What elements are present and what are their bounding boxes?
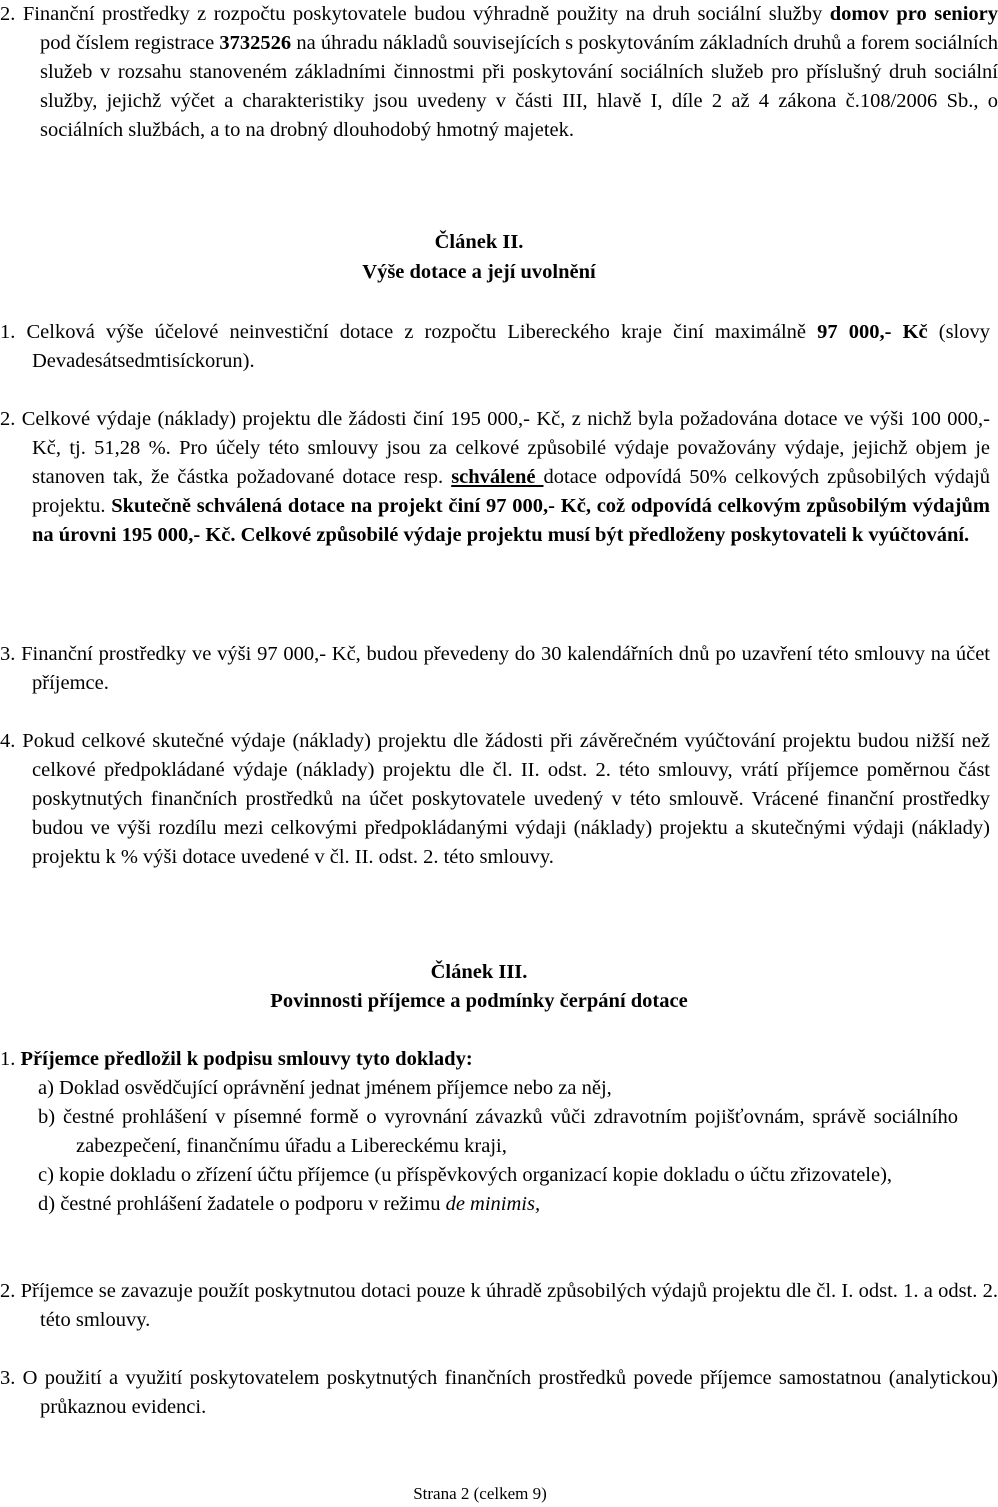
- underlined-text: schválené: [451, 466, 544, 488]
- italic-text: de minimis,: [445, 1193, 541, 1215]
- article-2-paragraph-1: [0, 318, 990, 376]
- text: 2. Celkové výdaje (náklady) projektu dle žádosti činí 195 000,- Kč, z nichž byla požadována dotace ve výši 100 000,- Kč, tj. 51,28 %. Pro účely této smlouvy jsou za celkové způsobilé výdaje považovány výdaje, jejichž objem je stanoven tak, že částka požadované dotace resp.: [0, 408, 990, 488]
- list-item: a) Doklad osvědčující oprávnění jednat jménem příjemce nebo za něj,: [38, 1077, 612, 1099]
- bold-text: 3732526: [219, 32, 292, 54]
- document-list: [38, 1074, 958, 1219]
- article-2-paragraph-2: [0, 405, 990, 550]
- article-3-paragraph-1-lead: [0, 1045, 958, 1074]
- text: dotace odpovídá 50% celkových způsobilých výdajů projektu.: [32, 466, 991, 517]
- bold-text: Příjemce předložil k podpisu smlouvy tyto doklady:: [20, 1048, 473, 1070]
- paragraph-1-2: [0, 0, 998, 145]
- list-item: [38, 1190, 958, 1219]
- text: d) čestné prohlášení žadatele o podporu v režimu: [38, 1193, 446, 1215]
- bold-text: Skutečně schválená dotace na projekt činí 97 000,- Kč, což odpovídá celkovým způsobilým výdajům na úrovni 195 000,- Kč. Celkové způsobilé výdaje projektu musí být předloženy poskytovateli k vyúčtování.: [32, 495, 990, 546]
- article-3-paragraph-3: 3. O použití a využití poskytovatelem poskytnutých finančních prostředků povede příjemce samostatnou (analytickou) průkaznou evidenci.: [0, 1367, 998, 1418]
- article-2-subtitle: Výše dotace a její uvolnění: [362, 261, 596, 283]
- article-2-paragraph-4: 4. Pokud celkové skutečné výdaje (náklady) projektu dle žádosti při závěrečném vyúčtování projektu budou nižší než celkové předpokládané výdaje (náklady) projektu dle čl. II. odst. 2. této smlouvy, vrátí příjemce poměrnou část poskytnutých finančních prostředků na účet poskytovatele uvedený v této smlouvě. Vrácené finanční prostředky budou ve výši rozdílu mezi celkovými předpokládanými výdaji (náklady) projektu a skutečnými výdaji (náklady) projektu k % výši dotace uvedené v čl. II. odst. 2. této smlouvy.: [0, 730, 990, 868]
- text: pod číslem registrace: [40, 32, 220, 54]
- text: 1.: [0, 1048, 21, 1070]
- text: 2. Finanční prostředky z rozpočtu poskytovatele budou výhradně použity na druh sociální služby: [0, 3, 830, 25]
- text: (slovy Devadesátsedmtisíckorun).: [32, 321, 991, 372]
- list-item: b) čestné prohlášení v písemné formě o vyrovnání závazků vůči zdravotním pojišťovnám, správě sociálního zabezpečení, finančnímu úřadu a Libereckému kraji,: [38, 1106, 958, 1157]
- article-3-paragraph-2: 2. Příjemce se zavazuje použít poskytnutou dotaci pouze k úhradě způsobilých výdajů projektu dle čl. I. odst. 1. a odst. 2. této smlouvy.: [0, 1280, 998, 1331]
- article-3-subtitle: Povinnosti příjemce a podmínky čerpání dotace: [270, 990, 688, 1012]
- article-2-paragraph-3: 3. Finanční prostředky ve výši 97 000,- Kč, budou převedeny do 30 kalendářních dnů po uzavření této smlouvy na účet příjemce.: [0, 643, 990, 694]
- bold-text: 97 000,- Kč: [817, 321, 928, 343]
- article-2-title: Článek II.: [434, 231, 524, 253]
- list-item: c) kopie dokladu o zřízení účtu příjemce (u příspěvkových organizací kopie dokladu o účtu zřizovatele),: [38, 1164, 893, 1186]
- bold-text: domov pro seniory: [829, 3, 998, 25]
- page-footer: Strana 2 (celkem 9): [413, 1484, 547, 1503]
- article-3-title: Článek III.: [430, 961, 528, 983]
- text: 1. Celková výše účelové neinvestiční dotace z rozpočtu Libereckého kraje činí maximálně: [0, 321, 818, 343]
- text: na úhradu nákladů souvisejících s poskytováním základních druhů a forem sociálních služeb v rozsahu stanoveném základními činnostmi při poskytování sociálních služeb pro příslušný druh sociální služby, jejichž výčet a charakteristiky jsou uvedeny v části III, hlavě I, díle 2 až 4 zákona č.108/2006 Sb., o sociálních službách, a to na drobný dlouhodobý hmotný majetek.: [40, 32, 998, 141]
